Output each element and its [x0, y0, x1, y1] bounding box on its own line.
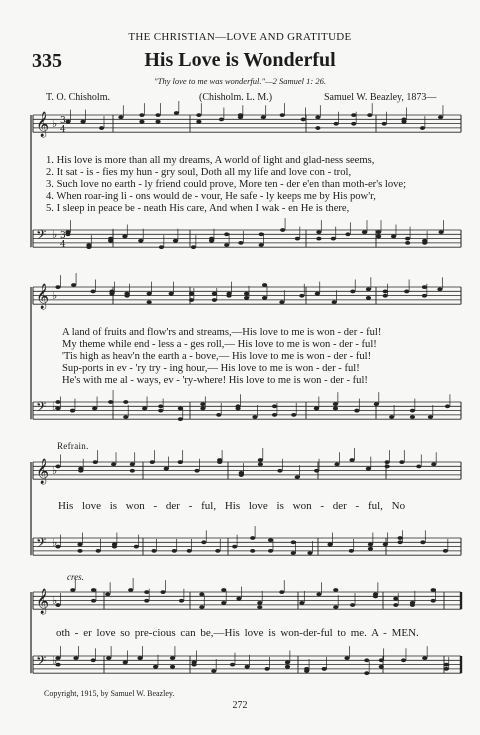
svg-text:♭: ♭	[52, 594, 58, 607]
scripture-epigraph: "Thy love to me was wonderful."—2 Samuel 1: 26.	[154, 76, 326, 86]
svg-text:4: 4	[60, 125, 66, 135]
refrain-label: Refrain.	[57, 441, 89, 451]
verse-5-line-b: He's with me al - ways, ev - 'ry-where! His love to me is won - der - ful!	[62, 375, 368, 386]
svg-text:𝄢: 𝄢	[36, 535, 47, 554]
svg-text:♭: ♭	[52, 228, 58, 241]
copyright-notice: Copyright, 1915, by Samuel W. Beazley.	[44, 689, 175, 698]
final-lyrics: oth - er love so pre-cious can be,—His love is won-der-ful to me. A - MEN.	[56, 627, 419, 639]
verse-5-line-a: 5. I sleep in peace be - neath His care, And when I wak - en He is there,	[46, 203, 350, 214]
verse-2-line-a: 2. It sat - is - fies my hun - gry soul, Doth all my life and love con - trol,	[46, 167, 352, 178]
refrain-lyrics: His love is won - der - ful, His love is won - der - ful, No	[58, 500, 406, 512]
svg-text:♭: ♭	[52, 536, 58, 549]
svg-text:3: 3	[60, 116, 66, 126]
svg-text:𝄞: 𝄞	[36, 459, 50, 484]
svg-text:𝄞: 𝄞	[36, 589, 50, 614]
svg-text:4: 4	[60, 240, 66, 250]
svg-text:𝄞: 𝄞	[36, 284, 50, 309]
hymn-number: 335	[32, 50, 62, 72]
section-heading: THE CHRISTIAN—LOVE AND GRATITUDE	[128, 31, 352, 43]
verse-3-line-b: 'Tis high as heav'n the earth a - bove,— His love to me is won - der - ful!	[62, 351, 372, 362]
crescendo-marking: cres.	[67, 572, 84, 582]
verse-4-line-a: 4. When roar-ing li - ons would de - vour, He safe - ly keeps me by His pow'r,	[46, 191, 376, 202]
verse-2-line-b: My theme while end - less a - ges roll,— His love to me is won - der - ful!	[62, 339, 377, 350]
hymn-title: His Love is Wonderful	[144, 49, 336, 71]
svg-text:♭: ♭	[52, 289, 58, 302]
svg-text:𝄞: 𝄞	[36, 112, 50, 137]
verse-4-line-b: Sup-ports in ev - 'ry try - ing hour,— His love to me is won - der - ful!	[62, 363, 360, 374]
svg-text:𝄢: 𝄢	[36, 227, 47, 246]
svg-text:𝄢: 𝄢	[36, 653, 47, 672]
lyricist-credit: T. O. Chisholm.	[46, 92, 110, 103]
svg-text:♭: ♭	[52, 117, 58, 130]
svg-text:♭: ♭	[52, 654, 58, 667]
verse-1-line-a: 1. His love is more than all my dreams, A world of light and glad-ness seems,	[46, 155, 375, 166]
svg-text:3: 3	[60, 231, 66, 241]
svg-text:♭: ♭	[52, 464, 58, 477]
svg-text:♭: ♭	[52, 400, 58, 413]
composer-credit: Samuel W. Beazley, 1873—	[324, 92, 437, 103]
page-number: 272	[232, 700, 248, 711]
svg-text:𝄢: 𝄢	[36, 399, 47, 418]
verse-3-line-a: 3. Such love no earth - ly friend could prove, More ten - der e'en than moth-er's love;	[46, 179, 407, 190]
verse-1-line-b: A land of fruits and flow'rs and streams,—His love to me is won - der - ful!	[62, 327, 382, 338]
tune-name: (Chisholm. L. M.)	[199, 92, 273, 103]
